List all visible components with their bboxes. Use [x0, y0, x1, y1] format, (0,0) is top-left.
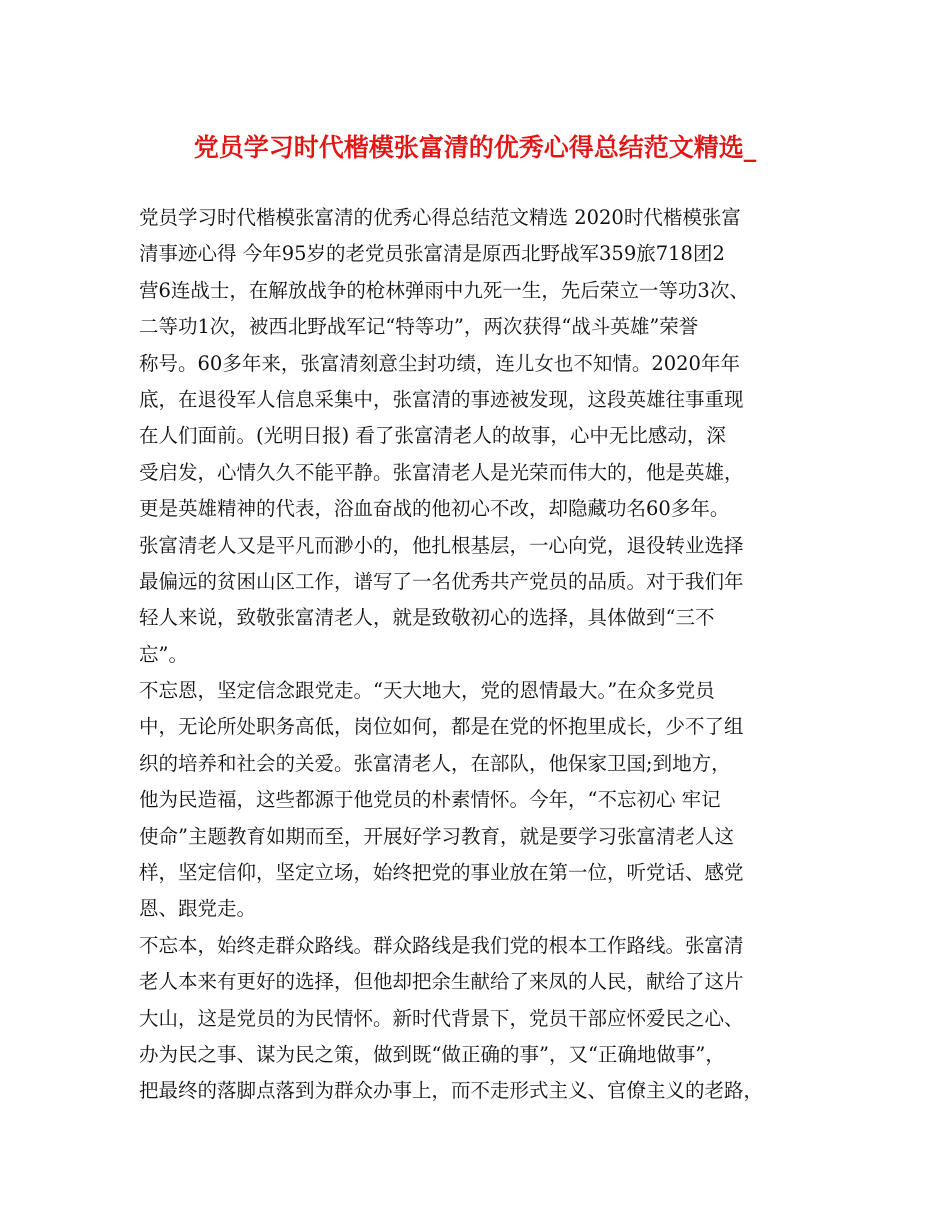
body-line: 办为民之事、谋为民之策，做到既“做正确的事”，又“正确地做事”， — [139, 1042, 725, 1066]
body-line: 使命”主题教育如期而至，开展好学习教育，就是要学习张富清老人这 — [139, 824, 734, 848]
body-line: 不忘本，始终走群众路线。群众路线是我们党的根本工作路线。张富清 — [139, 933, 744, 957]
body-line: 样，坚定信仰，坚定立场，始终把党的事业放在第一位，听党话、感党 — [139, 861, 744, 885]
body-line: 清事迹心得 今年95岁的老党员张富清是原西北野战军359旅718团2 — [139, 242, 725, 266]
body-line: 受启发，心情久久不能平静。张富清老人是光荣而伟大的，他是英雄， — [139, 460, 744, 484]
body-line: 不忘恩，坚定信念跟党走。“天大地大，党的恩情最大。”在众多党员 — [139, 679, 715, 703]
body-line: 营6连战士，在解放战争的枪林弹雨中九死一生，先后荣立一等功3次、 — [139, 278, 749, 302]
body-line: 张富清老人又是平凡而渺小的，他扎根基层，一心向党，退役转业选择 — [139, 533, 744, 557]
body-line: 中，无论所处职务高低，岗位如何，都是在党的怀抱里成长，少不了组 — [139, 715, 744, 739]
body-line: 在人们面前。(光明日报) 看了张富清老人的故事，心中无比感动，深 — [139, 424, 726, 448]
body-line: 底，在退役军人信息采集中，张富清的事迹被发现，这段英雄往事重现 — [139, 387, 744, 411]
body-line: 党员学习时代楷模张富清的优秀心得总结范文精选 2020时代楷模张富 — [139, 206, 741, 229]
body-line: 更是英雄精神的代表，浴血奋战的他初心不改，却隐藏功名60多年。 — [139, 497, 730, 521]
body-line: 轻人来说，致敬张富清老人，就是致敬初心的选择，具体做到“三不 — [139, 606, 715, 630]
body-line: 恩、跟党走。 — [139, 897, 257, 921]
body-line: 忘”。 — [139, 642, 188, 666]
body-line: 称号。60多年来，张富清刻意尘封功绩，连儿女也不知情。2020年年 — [139, 351, 740, 375]
body-line: 大山，这是党员的为民情怀。新时代背景下，党员干部应怀爱民之心、 — [139, 1006, 744, 1030]
document-body — [139, 200, 829, 1110]
body-line: 最偏远的贫困山区工作，谱写了一名优秀共产党员的品质。对于我们年 — [139, 569, 744, 593]
document-title: 党员学习时代楷模张富清的优秀心得总结范文精选_ — [193, 133, 757, 162]
body-line: 老人本来有更好的选择，但他却把余生献给了来凤的人民，献给了这片 — [139, 970, 744, 994]
body-line: 他为民造福，这些都源于他党员的朴素情怀。今年，“不忘初心 牢记 — [139, 788, 721, 812]
body-line: 把最终的落脚点落到为群众办事上，而不走形式主义、官僚主义的老路， — [139, 1079, 764, 1103]
body-line: 织的培养和社会的关爱。张富清老人，在部队，他保家卫国;到地方， — [139, 751, 731, 775]
body-line: 二等功1次，被西北野战军记“特等功”，两次获得“战斗英雄”荣誉 — [139, 315, 699, 339]
